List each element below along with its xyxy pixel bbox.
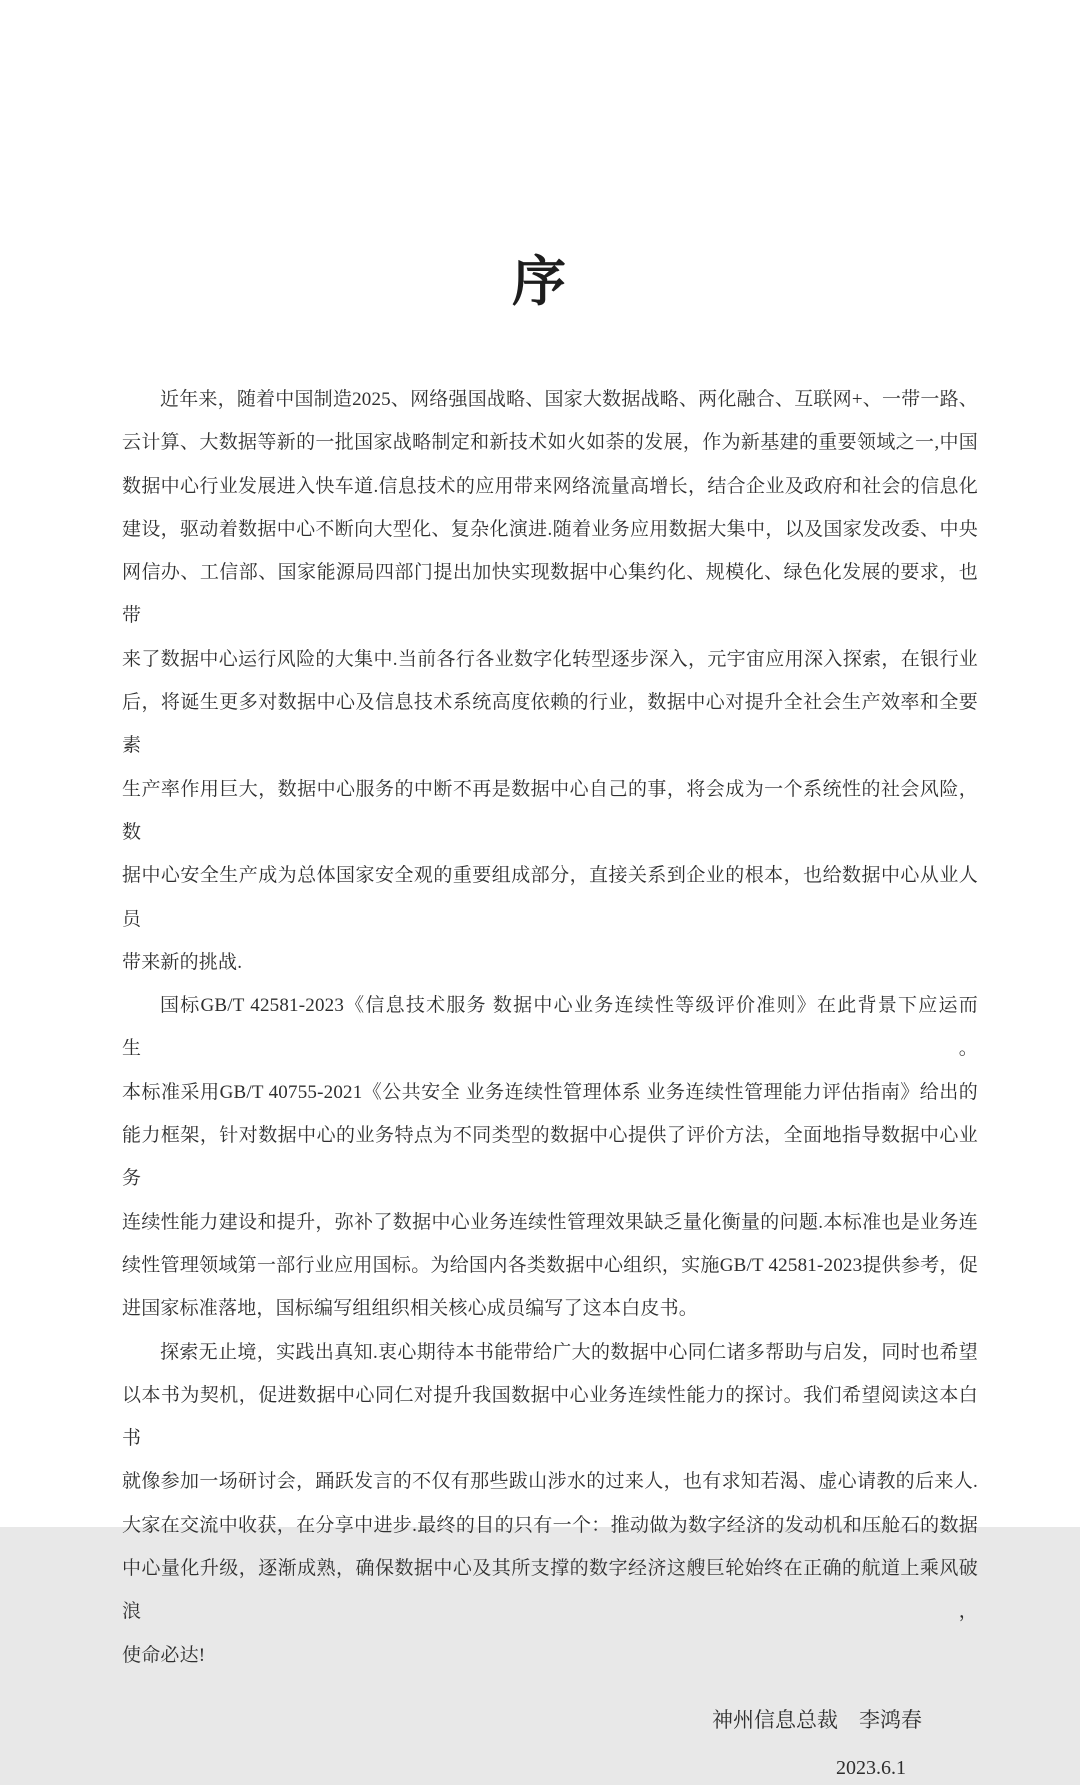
text-line: 据中心安全生产成为总体国家安全观的重要组成部分，直接关系到企业的根本，也给数据中心从业人员 <box>122 865 978 930</box>
text-line: 云计算、大数据等新的一批国家战略制定和新技术如火如荼的发展，作为新基建的重要领域之一,中国 <box>122 432 978 454</box>
text-line: 连续性能力建设和提升，弥补了数据中心业务连续性管理效果缺乏量化衡量的问题.本标准也是业务连 <box>122 1211 978 1233</box>
paragraph-3 <box>122 1331 978 1677</box>
signature-author: 神州信息总裁 李鸿春 <box>712 1707 922 1732</box>
text-line: 来了数据中心运行风险的大集中.当前各行各业数字化转型逐步深入，元宇宙应用深入探索，在银行业 <box>122 648 978 670</box>
text-line: 以本书为契机，促进数据中心同仁对提升我国数据中心业务连续性能力的探讨。我们希望阅读这本白书 <box>122 1384 978 1450</box>
text-line: 大家在交流中收获，在分享中进步.最终的目的只有一个：推动做为数字经济的发动机和压舱石的数据 <box>122 1514 978 1536</box>
text-line: 探索无止境，实践出真知.衷心期待本书能带给广大的数据中心同仁诸多帮助与启发，同时也希望 <box>160 1341 978 1363</box>
text-line: 后，将诞生更多对数据中心及信息技术系统高度依赖的行业，数据中心对提升全社会生产效率和全要素 <box>122 692 978 757</box>
signature-date: 2023.6.1 <box>836 1756 906 1779</box>
text-line: 进国家标准落地，国标编写组组织相关核心成员编写了这本白皮书。 <box>122 1298 699 1320</box>
text-line: 本标准采用GB/T 40755-2021《公共安全 业务连续性管理体系 业务连续性管理能力评估指南》给出的 <box>122 1081 978 1103</box>
text-line: 数据中心行业发展进入快车道.信息技术的应用带来网络流量高增长，结合企业及政府和社会的信息化 <box>122 475 978 497</box>
text-line: 生产率作用巨大，数据中心服务的中断不再是数据中心自己的事，将会成为一个系统性的社会风险，数 <box>122 778 978 843</box>
text-line: 续性管理领域第一部行业应用国标。为给国内各类数据中心组织，实施GB/T 42581-2023提供参考，促 <box>122 1254 978 1276</box>
text-line: 网信办、工信部、国家能源局四部门提出加快实现数据中心集约化、规模化、绿色化发展的要求，也带 <box>122 562 978 627</box>
page-title: 序 <box>512 252 568 312</box>
paragraph-2 <box>122 984 978 1330</box>
body-text <box>122 378 978 1677</box>
text-line: 近年来，随着中国制造2025、网络强国战略、国家大数据战略、两化融合、互联网+、一带一路、 <box>160 389 978 410</box>
text-line: 建设，驱动着数据中心不断向大型化、复杂化演进.随着业务应用数据大集中，以及国家发改委、中央 <box>122 518 978 540</box>
text-line: 国标GB/T 42581-2023《信息技术服务 数据中心业务连续性等级评价准则》在此背景下应运而生。 <box>122 995 978 1060</box>
text-line: 中心量化升级，逐渐成熟，确保数据中心及其所支撑的数字经济这艘巨轮始终在正确的航道上乘风破浪， <box>122 1558 978 1623</box>
text-line: 能力框架，针对数据中心的业务特点为不同类型的数据中心提供了评价方法，全面地指导数据中心业务 <box>122 1125 978 1190</box>
paragraph-1 <box>122 378 978 984</box>
text-line: 带来新的挑战. <box>122 951 243 973</box>
text-line: 就像参加一场研讨会，踊跃发言的不仅有那些跋山涉水的过来人，也有求知若渴、虚心请教的后来人. <box>122 1471 978 1493</box>
text-line: 使命必达! <box>122 1644 206 1666</box>
signature-block <box>0 1703 1080 1785</box>
